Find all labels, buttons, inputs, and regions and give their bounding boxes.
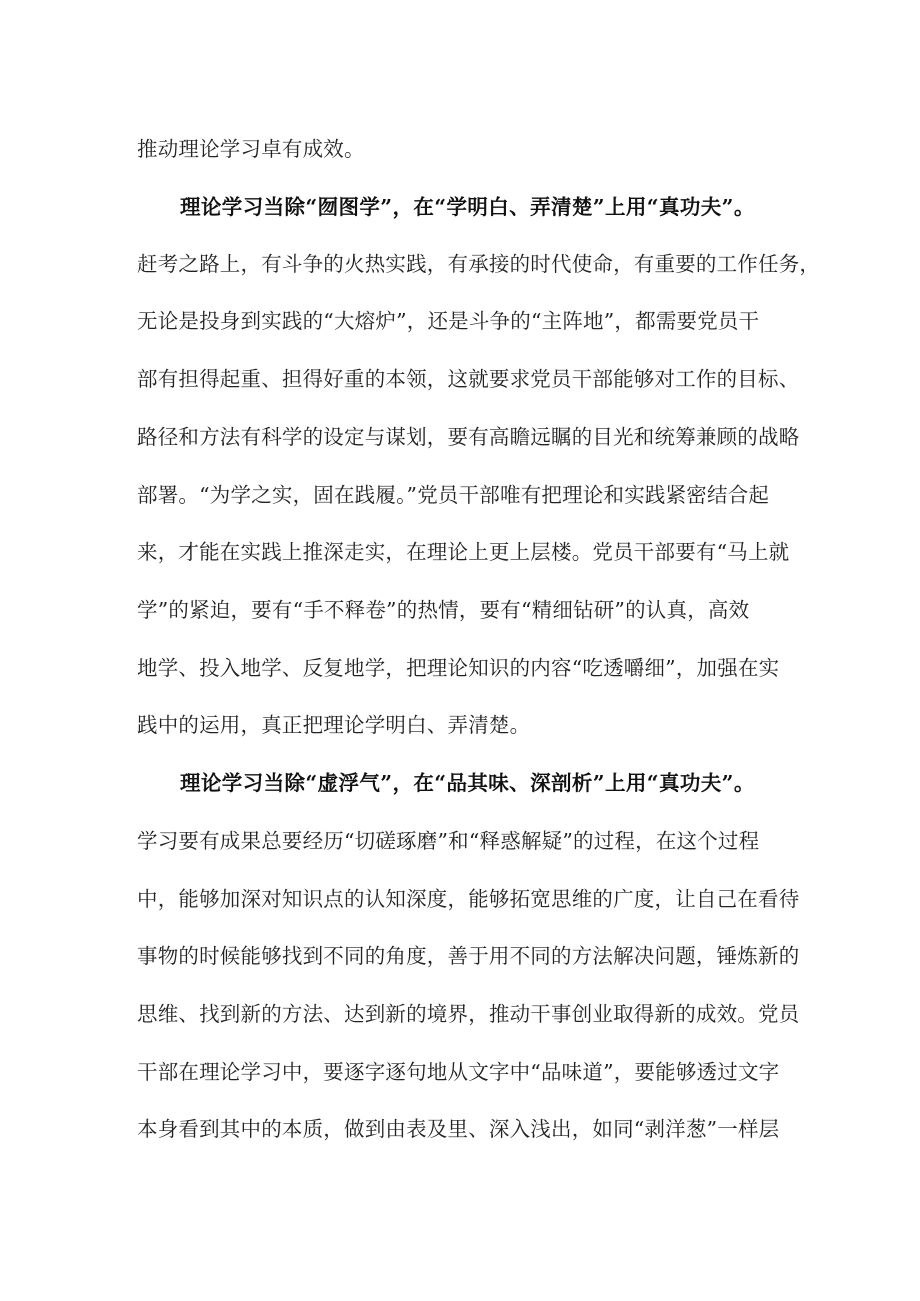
paragraph-line: 本身看到其中的本质，做到由表及里、深入浅出，如同“剥洋葱”一样层 bbox=[137, 1117, 780, 1141]
paragraph-line: 来，才能在实践上推深走实，在理论上更上层楼。党员干部要有“马上就 bbox=[137, 540, 790, 564]
paragraph-line: 推动理论学习卓有成效。 bbox=[137, 137, 365, 161]
paragraph-line: 地学、投入地学、反复地学，把理论知识的内容“吃透嚼细”，加强在实 bbox=[137, 656, 780, 680]
paragraph-line: 思维、找到新的方法、达到新的境界，推动干事创业取得新的成效。党员 bbox=[137, 1002, 800, 1026]
paragraph-line: 中，能够加深对知识点的认知深度，能够拓宽思维的广度，让自己在看待 bbox=[137, 887, 800, 911]
section-heading: 理论学习当除“虚浮气”，在“品其味、深剖析”上用“真功夫”。 bbox=[180, 771, 755, 795]
section-heading: 理论学习当除“囫图学”，在“学明白、弄清楚”上用“真功夫”。 bbox=[180, 195, 755, 219]
paragraph-line: 部署。“为学之实，固在践履。”党员干部唯有把理论和实践紧密结合起 bbox=[137, 483, 770, 507]
paragraph-line: 无论是投身到实践的“大熔炉”，还是斗争的“主阵地”，都需要党员干 bbox=[137, 309, 760, 333]
paragraph-line: 学”的紧迫，要有“手不释卷”的热情，要有“精细钻研”的认真，高效 bbox=[137, 598, 750, 622]
paragraph-line: 路径和方法有科学的设定与谋划，要有高瞻远瞩的目光和统筹兼顾的战略 bbox=[137, 425, 800, 449]
paragraph-line: 干部在理论学习中，要逐字逐句地从文字中“品味道”，要能够透过文字 bbox=[137, 1060, 780, 1084]
paragraph-line: 事物的时候能够找到不同的角度，善于用不同的方法解决问题，锤炼新的 bbox=[137, 944, 800, 968]
paragraph-line: 赶考之路上，有斗争的火热实践，有承接的时代使命，有重要的工作任务， bbox=[137, 252, 821, 276]
paragraph-line: 部有担得起重、担得好重的本领，这就要求党员干部能够对工作的目标、 bbox=[137, 367, 800, 391]
paragraph-line: 践中的运用，真正把理论学明白、弄清楚。 bbox=[137, 713, 531, 737]
paragraph-line: 学习要有成果总要经历“切磋琢磨”和“释惑解疑”的过程，在这个过程 bbox=[137, 829, 760, 853]
